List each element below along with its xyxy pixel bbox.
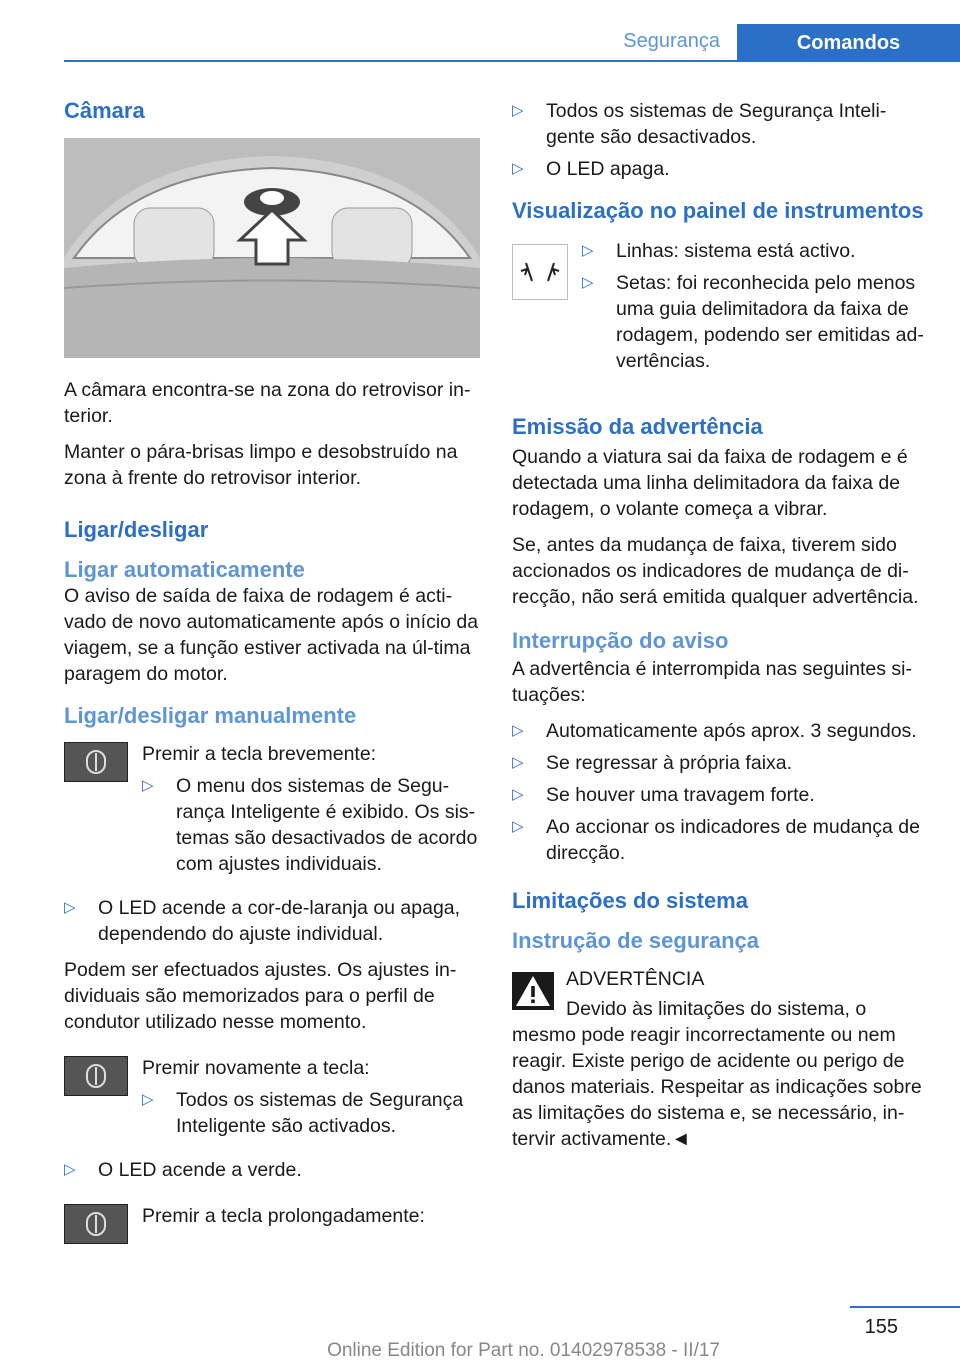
warning-box — [512, 966, 930, 1152]
left-column — [64, 98, 480, 1252]
footer-edition: Online Edition for Part no. 01402978538 - II/17 — [327, 1340, 720, 1361]
warning-triangle-icon — [512, 972, 554, 1010]
header-section: Segurança — [623, 30, 720, 52]
display-list — [582, 238, 930, 380]
lane-assist-button-icon — [64, 1204, 128, 1244]
lane-assist-button-icon — [64, 1056, 128, 1096]
manual-heading: Ligar/desligar manualmente — [64, 703, 357, 728]
display-heading: Visualização no painel de instrumentos — [512, 198, 924, 223]
camera-clean-text: Manter o pára-brisas limpo e desobstruído na zona à frente do retrovisor interior. — [64, 441, 458, 489]
right-column — [512, 98, 930, 1162]
press-short-text: Premir a tecla brevemente: — [142, 743, 377, 765]
page-header — [0, 0, 960, 62]
list-item: ▷ Todos os sistemas de Segurança Inteli-gente são desactivados. — [512, 98, 930, 150]
press-long-block — [64, 1203, 480, 1244]
press-long-text: Premir a tecla prolongadamente: — [142, 1205, 425, 1227]
page-number: 155 — [864, 1316, 898, 1338]
led-orange-list — [64, 895, 480, 947]
press-short-list — [142, 773, 480, 877]
interrupt-text: A advertência é interrompida nas seguintes si-tuações: — [512, 658, 912, 706]
footer-rule — [850, 1306, 960, 1308]
list-item: ▷ Se houver uma travagem forte. — [512, 782, 930, 808]
list-item: ▷ Ao accionar os indicadores de mudança de direcção. — [512, 814, 930, 866]
press-short-block — [64, 741, 480, 887]
adjust-text: Podem ser efectuados ajustes. Os ajustes in-dividuais são memorizados para o perfil de condutor utilizado nesse momento. — [64, 959, 457, 1033]
warning-text-2: Se, antes da mudança de faixa, tiverem sido accionados os indicadores de mudança de di-recção, não será emitida qualquer advertência. — [512, 534, 919, 608]
list-item: ▷ O menu dos sistemas de Segu-rança Inteligente é exibido. Os sis-temas são desactivados de acordo com ajustes individuais. — [142, 773, 480, 877]
press-again-text: Premir novamente a tecla: — [142, 1057, 370, 1079]
press-again-block — [64, 1055, 480, 1149]
camera-location-text: A câmara encontra-se na zona do retrovisor in-terior. — [64, 379, 471, 427]
warning-body: Devido às limitações do sistema, o mesmo pode reagir incorrectamente ou nem reagir. Existe perigo de acidente ou perigo de danos materiais. Respeitar as indicações sobre as limitações do sistema e, se necessário, in-tervir activamente.◄ — [512, 998, 922, 1150]
press-long-list — [512, 98, 930, 182]
safety-heading: Instrução de segurança — [512, 928, 759, 953]
auto-heading: Ligar automaticamente — [64, 557, 305, 582]
list-item: ▷ Se regressar à própria faixa. — [512, 750, 930, 776]
list-item: ▷ Automaticamente após aprox. 3 segundos. — [512, 718, 930, 744]
list-item: ▷ Todos os sistemas de Segurança Inteligente são activados. — [142, 1087, 480, 1139]
led-green-list — [64, 1157, 480, 1183]
auto-text: O aviso de saída de faixa de rodagem é acti-vado de novo automaticamente após o início da viagem, se a função estiver activada na úl-tima paragem do motor. — [64, 585, 479, 685]
header-chapter-tab: Comandos — [737, 24, 960, 62]
warning-text-1: Quando a viatura sai da faixa de rodagem e é detectada uma linha delimitadora da faixa de rodagem, o volante começa a vibrar. — [512, 446, 908, 520]
limits-heading: Limitações do sistema — [512, 888, 748, 913]
list-item: ▷ O LED apaga. — [512, 156, 930, 182]
onoff-heading: Ligar/desligar — [64, 517, 209, 542]
lane-assist-button-icon — [64, 742, 128, 782]
interrupt-list — [512, 718, 930, 866]
list-item: ▷ Setas: foi reconhecida pelo menos uma guia delimitadora da faixa de rodagem, podendo ser emitidas ad-vertências. — [582, 270, 930, 374]
list-item: ▷ O LED acende a verde. — [64, 1157, 480, 1183]
header-rule — [64, 60, 960, 62]
list-item: ▷ Linhas: sistema está activo. — [582, 238, 930, 264]
interrupt-heading: Interrupção do aviso — [512, 628, 729, 653]
camera-photo — [64, 138, 480, 358]
camera-heading: Câmara — [64, 98, 145, 123]
press-again-list — [142, 1087, 480, 1139]
warning-title: ADVERTÊNCIA — [566, 968, 705, 990]
display-block — [512, 238, 930, 390]
lane-lines-icon — [512, 244, 568, 300]
list-item: ▷ O LED acende a cor-de-laranja ou apaga, dependendo do ajuste individual. — [64, 895, 480, 947]
warning-heading: Emissão da advertência — [512, 414, 763, 439]
